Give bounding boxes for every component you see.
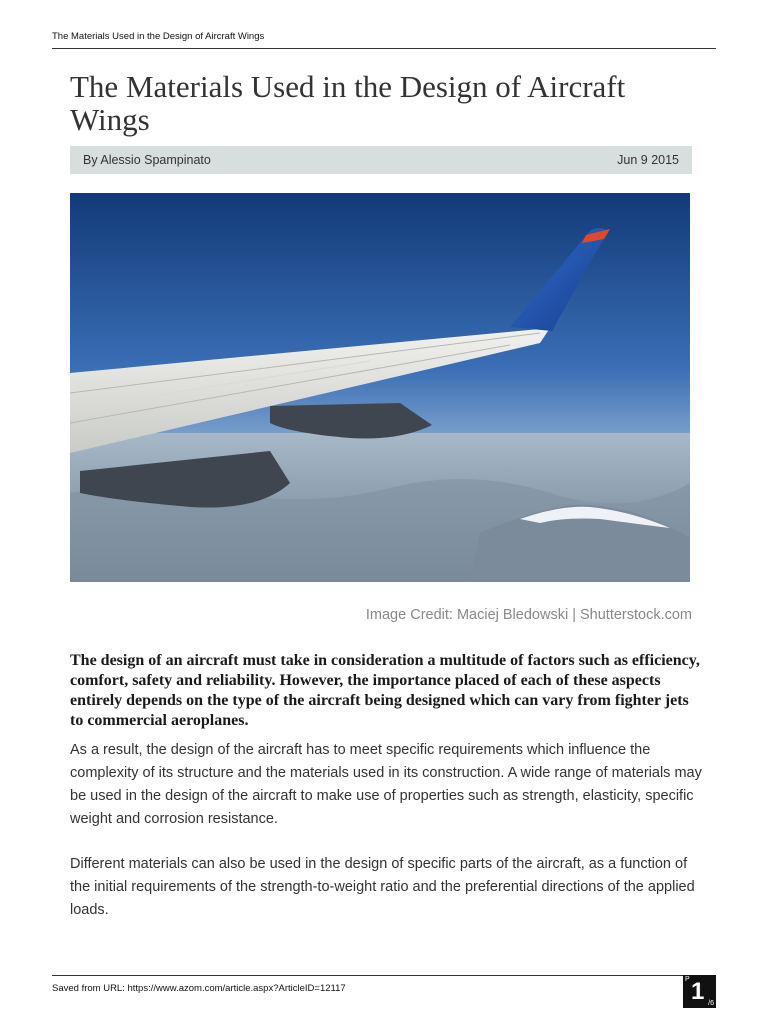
page-total: /6	[708, 1000, 714, 1007]
body-paragraph: Different materials can also be used in the design of specific parts of the aircraft, as a function of the initial requirements of the strength-to-weight ratio and the preferential directions of the applied loads.	[70, 856, 695, 918]
page-number: 1	[691, 978, 705, 1005]
hero-image	[70, 193, 690, 582]
running-header: The Materials Used in the Design of Aircraft Wings	[52, 31, 265, 42]
byline-bar	[70, 146, 692, 174]
body-paragraph: As a result, the design of the aircraft has to meet specific requirements which influence the complexity of its structure and the materials used in its construction. A wide range of materials may be used in the design of the aircraft to make use of properties such as strength, elasticity, specific weight and corrosion resistance.	[70, 742, 702, 827]
page-prefix: P	[685, 976, 690, 983]
lead-paragraph: The design of an aircraft must take in consideration a multitude of factors such as efficiency, comfort, safety and reliability. However, the importance placed of each of these aspects entirely depends on the type of the aircraft being designed which can vary from fighter jets to commercial aeroplanes.	[70, 652, 700, 729]
image-credit: Image Credit: Maciej Bledowski | Shutterstock.com	[365, 607, 692, 623]
page-number-badge	[683, 975, 716, 1008]
saved-from-url: Saved from URL: https://www.azom.com/article.aspx?ArticleID=12117	[52, 983, 346, 994]
footer-rule	[52, 975, 716, 976]
publish-date: Jun 9 2015	[617, 153, 679, 167]
article-title: The Materials Used in the Design of Aircraft Wings	[70, 69, 626, 137]
header-rule	[52, 48, 716, 49]
author: By Alessio Spampinato	[83, 153, 211, 167]
